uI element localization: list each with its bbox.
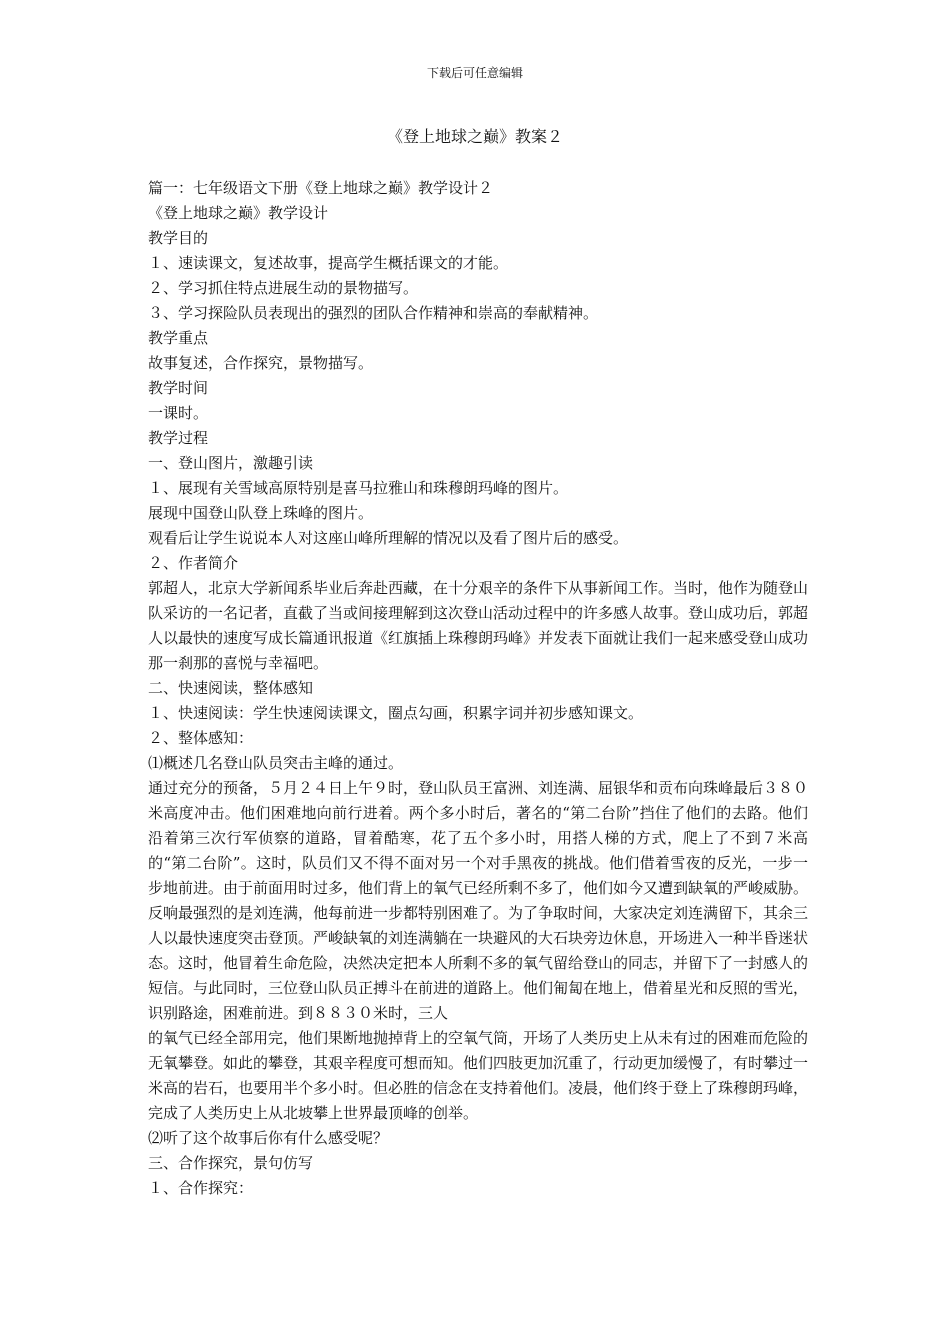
line-objectives-heading: 教学目的 xyxy=(148,229,209,247)
line-step-1-1: １、展现有关雪域高原特别是喜马拉雅山和珠穆朗玛峰的图片。 xyxy=(148,479,569,497)
line-step-2-2a: ⑴概述几名登山队员突击主峰的通过。 xyxy=(148,754,404,772)
line-step-2-2b: ⑵听了这个故事后你有什么感受呢？ xyxy=(148,1129,389,1147)
line-design-title: 《登上地球之巅》教学设计 xyxy=(148,204,329,222)
paragraph-author: 郭超人，北京大学新闻系毕业后奔赴西藏，在十分艰辛的条件下从事新闻工作。当时，他作为随登山队采访的一名记者，直截了当或间接理解到这次登山活动过程中的许多感人故事。登山成功后，郭超人以最快的速度写成长篇通讯报道《红旗插上珠穆朗玛峰》并发表下面就让我们一起来感受登山成功那一刹那的喜悦与幸福吧。 xyxy=(148,579,809,672)
line-step-2-1: １、快速阅读：学生快速阅读课文，圈点勾画，积累字词并初步感知课文。 xyxy=(148,704,644,722)
paragraph-story-part2: 的氧气已经全部用完，他们果断地抛掉背上的空氧气筒，开场了人类历史上从未有过的困难而危险的无氧攀登。如此的攀登，其艰辛程度可想而知。他们四肢更加沉重了，行动更加缓慢了，有时攀过一米高的岩石，也要用半个多小时。但必胜的信念在支持着他们。凌晨，他们终于登上了珠穆朗玛峰，完成了人类历史上从北坡攀上世界最顶峰的创举。 xyxy=(148,1029,809,1122)
line-objective-3: ３、学习探险队员表现出的强烈的团队合作精神和崇高的奉献精神。 xyxy=(148,304,599,322)
line-section-1: 一、登山图片，激趣引读 xyxy=(148,454,314,472)
line-objective-2: ２、学习抓住特点进展生动的景物描写。 xyxy=(148,279,419,297)
line-step-1-1c: 观看后让学生说说本人对这座山峰所理解的情况以及看了图片后的感受。 xyxy=(148,529,629,547)
line-time-content: 一课时。 xyxy=(148,404,209,422)
line-process-heading: 教学过程 xyxy=(148,429,209,447)
line-objective-1: １、速读课文，复述故事，提高学生概括课文的才能。 xyxy=(148,254,509,272)
header-note: 下载后可任意编辑 xyxy=(426,66,523,80)
line-section-2: 二、快速阅读，整体感知 xyxy=(148,679,314,697)
line-focus-content: 故事复述，合作探究，景物描写。 xyxy=(148,354,374,372)
line-step-2-2: ２、整体感知： xyxy=(148,729,254,747)
line-section-3: 三、合作探究，景句仿写 xyxy=(148,1154,314,1172)
line-step-3-1: １、合作探究： xyxy=(148,1179,254,1197)
line-time-heading: 教学时间 xyxy=(148,379,209,397)
line-focus-heading: 教学重点 xyxy=(148,329,209,347)
line-step-1-1b: 展现中国登山队登上珠峰的图片。 xyxy=(148,504,374,522)
line-chapter-heading: 篇一：七年级语文下册《登上地球之巅》教学设计２ xyxy=(148,179,494,197)
paragraph-story-part1: 通过充分的预备，５月２４日上午９时，登山队员王富洲、刘连满、屈银华和贡布向珠峰最后３８０米高度冲击。他们困难地向前行进着。两个多小时后，著名的“第二台阶”挡住了他们的去路。他们沿着第三次行军侦察的道路，冒着酷寒，花了五个多小时，用搭人梯的方式，爬上了不到７米高的“第二台阶”。这时，队员们又不得不面对另一个对手黑夜的挑战。他们借着雪夜的反光，一步一步地前进。由于前面用时过多，他们背上的氧气已经所剩不多了，他们如今又遭到缺氧的严峻威胁。反响最强烈的是刘连满，他每前进一步都特别困难了。为了争取时间，大家决定刘连满留下，其余三人以最快速度突击登顶。严峻缺氧的刘连满躺在一块避风的大石块旁边休息，开场进入一种半昏迷状态。这时，他冒着生命危险，决然决定把本人所剩不多的氧气留给登山的同志，并留下了一封感人的短信。与此同时，三位登山队员正搏斗在前进的道路上。他们匍匐在地上，借着星光和反照的雪光，识别路途，困难前进。到８８３０米时，三人 xyxy=(148,779,809,1022)
line-step-1-2: ２、作者简介 xyxy=(148,554,239,572)
document-title: 《登上地球之巅》教案２ xyxy=(386,127,563,146)
document-body xyxy=(148,176,808,1201)
